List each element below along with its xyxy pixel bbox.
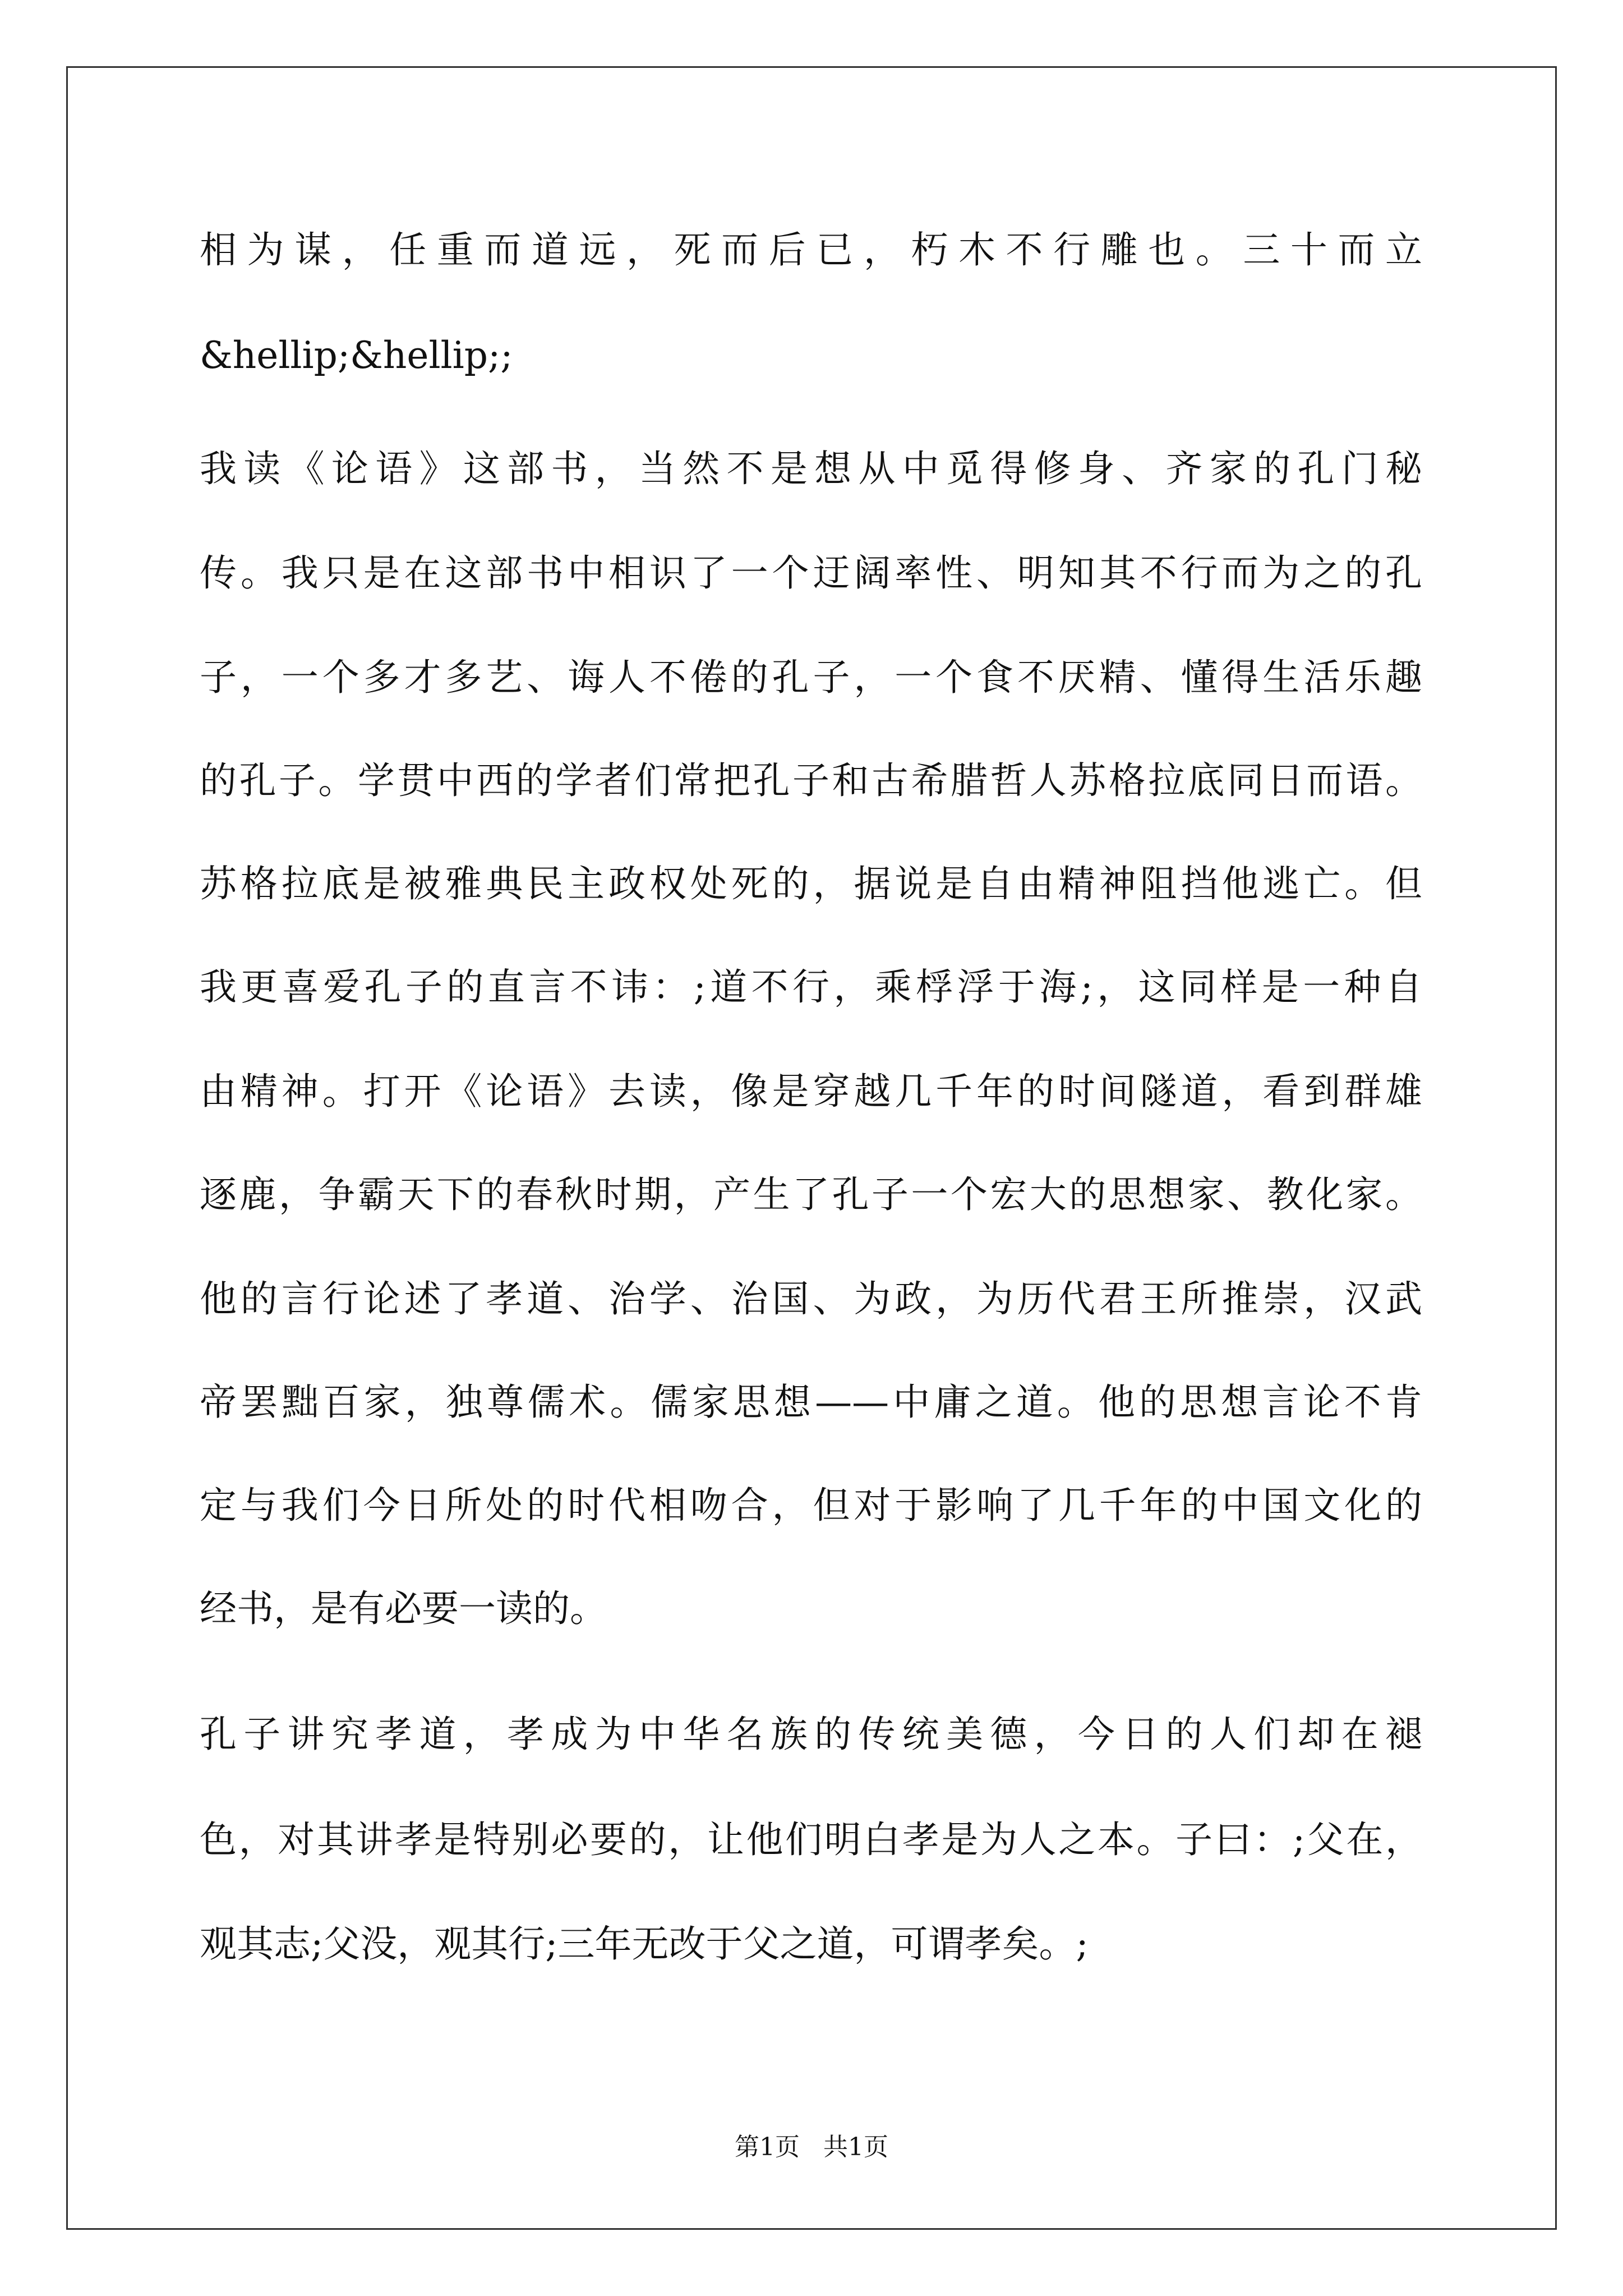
text-line-14: 经书，是有必要一读的。 [200, 1587, 607, 1630]
text-line-16: 色，对其讲孝是特别必要的，让他们明白孝是为人之本。子曰：;父在， [200, 1818, 1422, 1861]
text-line-3: 我读《论语》这部书，当然不是想从中觅得修身、齐家的孔门秘 [200, 447, 1422, 490]
page-number-footer: 第1页 共1页 [735, 2133, 888, 2161]
text-line-2: &hellip;&hellip;; [200, 334, 513, 377]
text-line-5: 子，一个多才多艺、诲人不倦的孔子，一个食不厌精、懂得生活乐趣 [200, 656, 1422, 699]
text-line-15: 孔子讲究孝道，孝成为中华名族的传统美德，今日的人们却在褪 [200, 1713, 1422, 1756]
text-line-7: 苏格拉底是被雅典民主政权处死的，据说是自由精神阻挡他逃亡。但 [200, 862, 1422, 905]
text-line-9: 由精神。打开《论语》去读，像是穿越几千年的时间隧道，看到群雄 [200, 1070, 1422, 1113]
text-line-6: 的孔子。学贯中西的学者们常把孔子和古希腊哲人苏格拉底同日而语。 [200, 759, 1422, 802]
text-line-1: 相为谋，任重而道远，死而后已，朽木不行雕也。三十而立 [200, 228, 1422, 272]
text-line-4: 传。我只是在这部书中相识了一个迂阔率性、明知其不行而为之的孔 [200, 551, 1422, 595]
page-border [66, 66, 1557, 2230]
text-line-11: 他的言行论述了孝道、治学、治国、为政，为历代君王所推崇，汉武 [200, 1277, 1422, 1320]
text-line-10: 逐鹿，争霸天下的春秋时期，产生了孔子一个宏大的思想家、教化家。 [200, 1173, 1422, 1216]
text-line-8: 我更喜爱孔子的直言不讳：;道不行，乘桴浮于海;，这同样是一种自 [200, 965, 1422, 1009]
text-line-12: 帝罢黜百家，独尊儒术。儒家思想——中庸之道。他的思想言论不肯 [200, 1381, 1422, 1424]
text-line-17: 观其志;父没，观其行;三年无改于父之道，可谓孝矣。; [200, 1922, 1089, 1966]
text-line-13: 定与我们今日所处的时代相吻合，但对于影响了几千年的中国文化的 [200, 1484, 1422, 1527]
